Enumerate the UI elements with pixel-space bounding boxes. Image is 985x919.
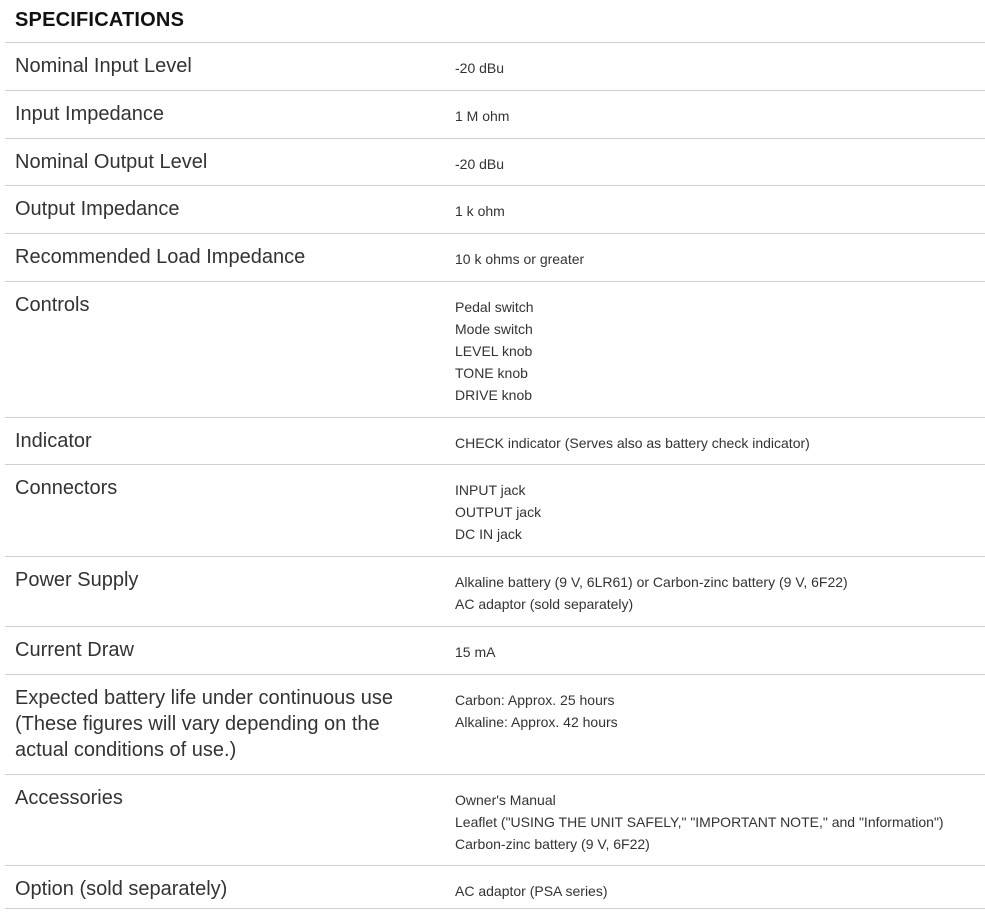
spec-values xyxy=(405,866,985,908)
spec-row xyxy=(5,418,985,465)
spec-row xyxy=(5,627,985,675)
spec-value: Carbon: Approx. 25 hours xyxy=(455,692,615,708)
spec-value: 1 M ohm xyxy=(455,108,510,124)
spec-value: -20 dBu xyxy=(455,60,505,76)
spec-values xyxy=(405,627,985,674)
spec-row xyxy=(5,557,985,627)
spec-values xyxy=(405,139,985,185)
spec-label: Power Supply xyxy=(15,569,139,591)
spec-values xyxy=(405,418,985,464)
spec-values xyxy=(405,675,985,774)
spec-label: Nominal Input Level xyxy=(15,55,192,77)
spec-values xyxy=(405,234,985,281)
spec-values xyxy=(405,557,985,626)
spec-row xyxy=(5,866,985,909)
spec-value: Owner's Manual xyxy=(455,792,556,808)
spec-row xyxy=(5,186,985,234)
spec-label: Recommended Load Impedance xyxy=(15,246,306,268)
page-title: SPECIFICATIONS xyxy=(15,9,185,31)
spec-label: Current Draw xyxy=(15,639,134,661)
spec-value: Alkaline battery (9 V, 6LR61) or Carbon-zinc battery (9 V, 6F22) xyxy=(455,574,848,590)
spec-value: OUTPUT jack xyxy=(455,504,542,520)
spec-value: Alkaline: Approx. 42 hours xyxy=(455,714,618,730)
spec-row xyxy=(5,282,985,418)
spec-label: Connectors xyxy=(15,477,118,499)
spec-row xyxy=(5,775,985,866)
spec-value: Leaflet ("USING THE UNIT SAFELY," "IMPORTANT NOTE," and "Information") xyxy=(455,814,944,830)
spec-value: AC adaptor (sold separately) xyxy=(455,596,634,612)
spec-value: INPUT jack xyxy=(455,482,526,498)
spec-value: DC IN jack xyxy=(455,526,522,542)
spec-label: Nominal Output Level xyxy=(15,151,208,173)
spec-value: Carbon-zinc battery (9 V, 6F22) xyxy=(455,836,650,852)
spec-values xyxy=(405,775,985,865)
spec-values xyxy=(405,282,985,417)
spec-values xyxy=(405,186,985,233)
spec-label: Expected battery life under continuous use (These figures will vary depending on the actual conditions of use.) xyxy=(15,687,394,761)
spec-row xyxy=(5,675,985,775)
spec-row xyxy=(5,234,985,282)
spec-value: TONE knob xyxy=(455,365,528,381)
spec-value: 1 k ohm xyxy=(455,203,505,219)
spec-value: AC adaptor (PSA series) xyxy=(455,883,608,899)
spec-values xyxy=(405,465,985,556)
spec-label: Indicator xyxy=(15,430,92,452)
spec-values xyxy=(405,91,985,138)
spec-label: Option (sold separately) xyxy=(15,878,228,900)
spec-label: Controls xyxy=(15,294,90,316)
spec-value: 10 k ohms or greater xyxy=(455,251,585,267)
spec-values xyxy=(405,43,985,90)
spec-value: -20 dBu xyxy=(455,156,505,172)
spec-value: CHECK indicator (Serves also as battery check indicator) xyxy=(455,435,810,451)
spec-value: Mode switch xyxy=(455,321,533,337)
spec-row xyxy=(5,139,985,186)
spec-label: Input Impedance xyxy=(15,103,164,125)
spec-row xyxy=(5,43,985,91)
spec-row xyxy=(5,465,985,557)
spec-label: Output Impedance xyxy=(15,198,180,220)
spec-value: 15 mA xyxy=(455,644,496,660)
spec-value: LEVEL knob xyxy=(455,343,533,359)
spec-value: Pedal switch xyxy=(455,299,534,315)
spec-value: DRIVE knob xyxy=(455,387,533,403)
spec-row xyxy=(5,91,985,139)
spec-table xyxy=(5,42,985,909)
spec-label: Accessories xyxy=(15,787,123,809)
